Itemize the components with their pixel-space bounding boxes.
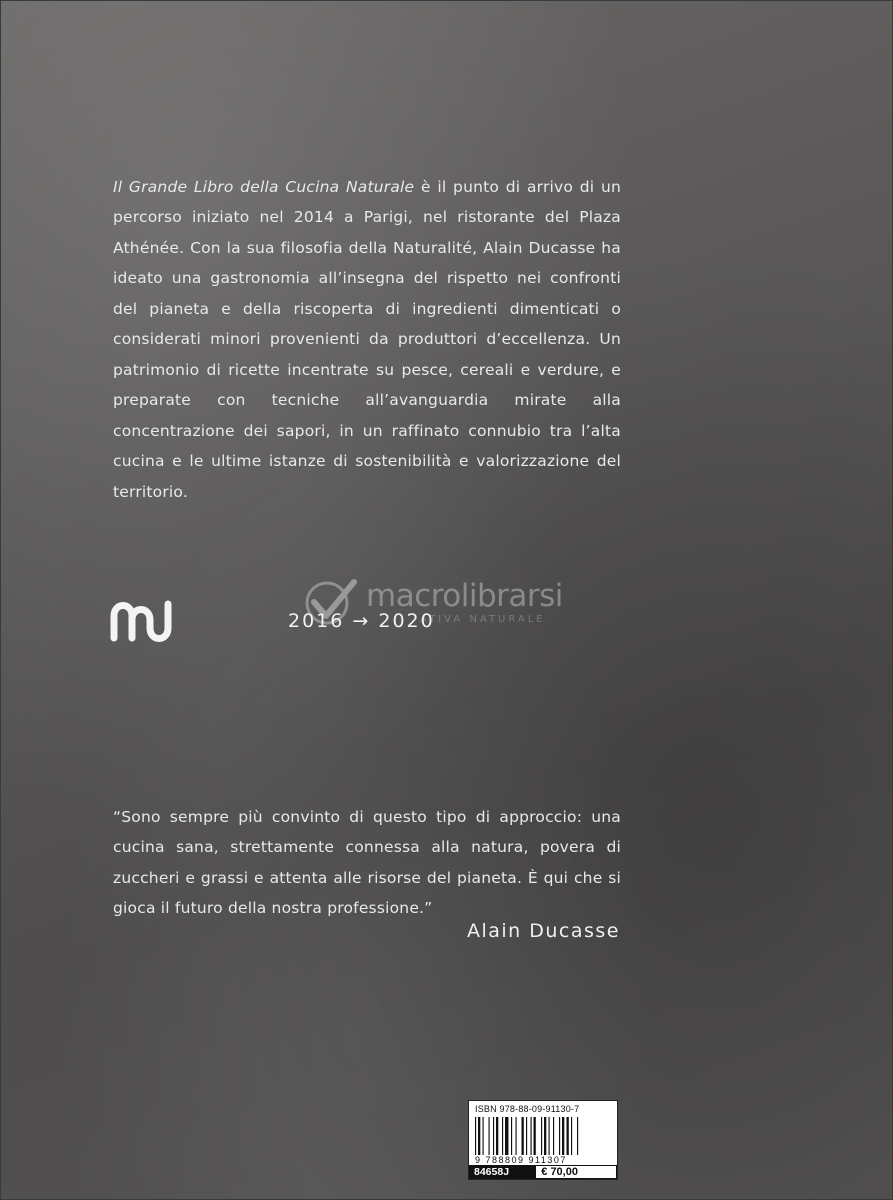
price-strip — [469, 1165, 617, 1179]
price-label: € 70,00 — [536, 1166, 616, 1178]
book-description — [113, 172, 621, 508]
isbn-text: ISBN 978-88-09-91130-7 — [475, 1104, 580, 1114]
barcode-label — [468, 1100, 618, 1180]
watermark-brand: macrolibrarsi — [366, 578, 563, 614]
product-code: 84658J — [474, 1166, 510, 1178]
year-range: 2016 → 2020 — [288, 610, 435, 632]
author-quote: “Sono sempre più convinto di questo tipo di approccio: una cucina sana, strettamente connessa alla natura, povera di zuccheri e grassi e attenta alle risorse del pianeta. È qui che si gioca il futuro della nostra professione.” — [113, 807, 621, 917]
barcode-digits: 9 788809 911307 — [475, 1155, 567, 1165]
barcode-icon — [475, 1117, 611, 1155]
book-description-text: è il punto di arrivo di un percorso iniziato nel 2014 a Parigi, nel ristorante del Plaza Athénée. Con la sua filosofia della Naturalité, Alain Ducasse ha ideato una gastronomia all’insegna del rispetto nei confronti del pianeta e della riscoperta di ingredienti dimenticati o considerati minori provenienti da produttori d’eccellenza. Un patrimonio di ricette incentrate su pesce, cereali e verdure, e preparate con tecniche all’avanguardia mirate alla concentrazione dei sapori, in un raffinato connubio tra l’alta cucina e le ultime istanze di sostenibilità e valorizzazione del territorio. — [113, 177, 621, 501]
book-title: Il Grande Libro della Cucina Naturale — [113, 177, 415, 196]
quote-author: Alain Ducasse — [466, 920, 620, 942]
publisher-logo — [110, 598, 180, 642]
watermark-tagline: ATIVA NATURALE — [420, 614, 546, 625]
